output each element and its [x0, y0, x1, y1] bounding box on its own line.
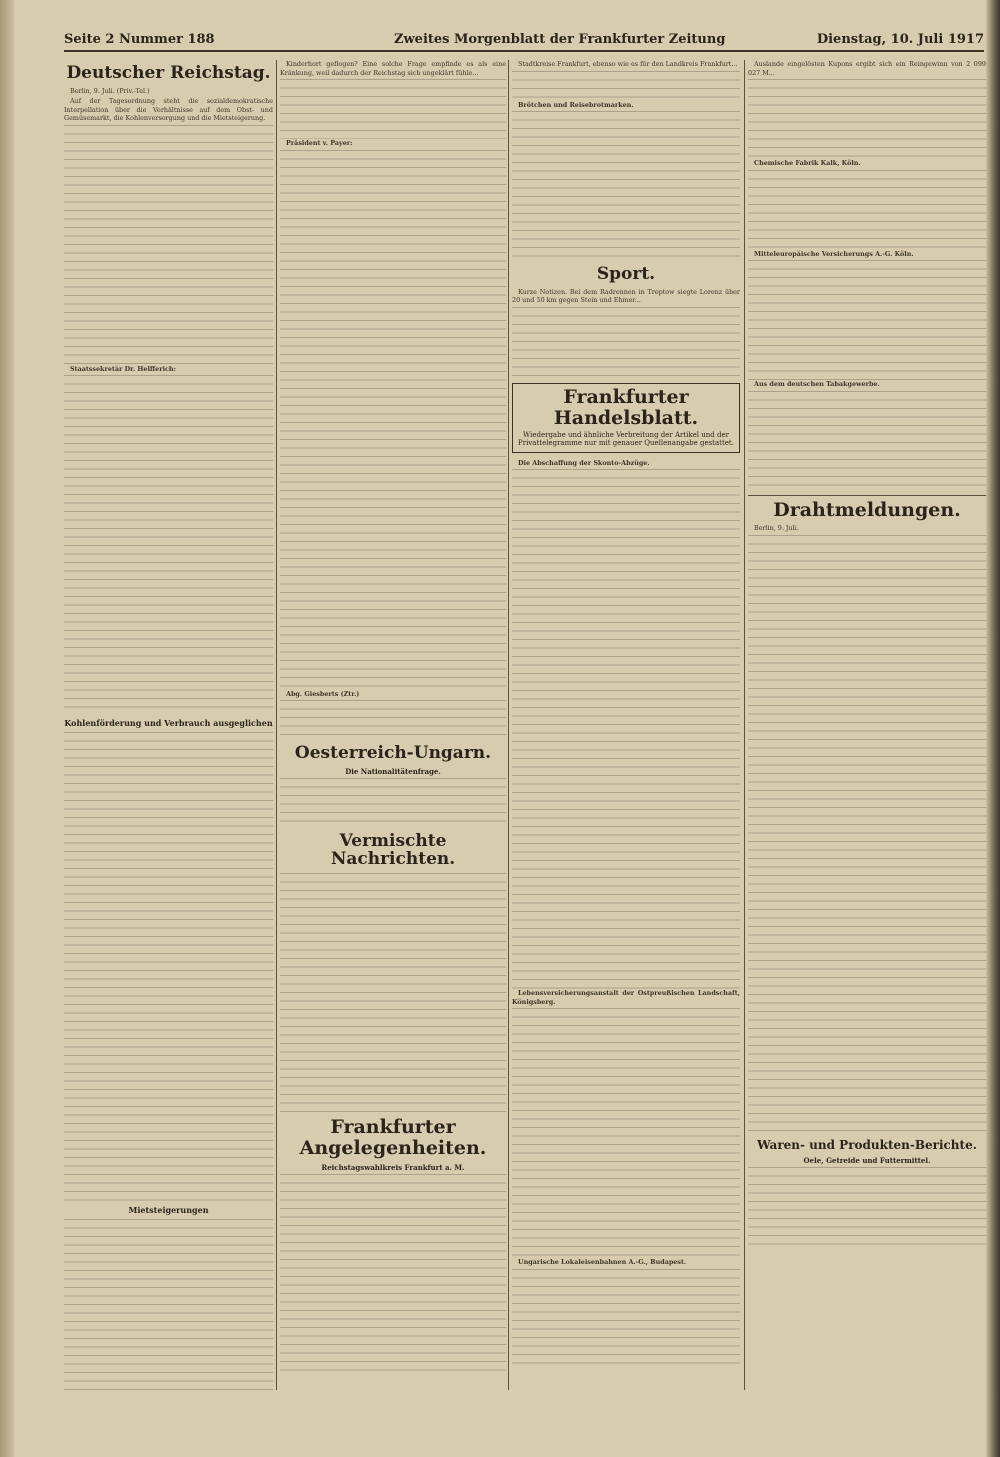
text-block [748, 1167, 986, 1247]
text-block [748, 170, 986, 250]
column-rule [744, 60, 745, 1390]
section-heading: Mitteleuropäische Versicherungs A.-G. Köln. [754, 249, 914, 258]
article-heading: Vermischte Nachrichten. [330, 830, 456, 870]
text-block [512, 71, 740, 101]
section-heading: Staatssekretär Dr. Helfferich: [70, 364, 176, 373]
article-heading: Frankfurter Angelegenheiten. [299, 1116, 487, 1160]
section-heading: Präsident v. Payer: [286, 139, 353, 148]
section-heading: Ungarische Lokaleisenbahnen A.-G., Budapest. [518, 1258, 687, 1267]
article-heading: Deutscher Reichstag. [66, 63, 271, 83]
text-block [748, 535, 986, 1135]
page-binding [0, 0, 14, 1457]
banner-title: Frankfurter Handelsblatt. [553, 385, 699, 429]
section-heading: Brötchen und Reisebrotmarken. [518, 100, 634, 109]
text-block [280, 700, 506, 740]
text-block [64, 125, 273, 365]
text-block [748, 260, 986, 380]
column-rule [276, 60, 277, 1390]
text-block [748, 391, 986, 491]
text-block [512, 1269, 740, 1369]
article-text: Kinderhort geflogen? Eine solche Frage empfinde es als eine Kränkung, weil dadurch der Reichstag sich ungeklärt fühle... [280, 60, 506, 77]
page-number: Seite 2 Nummer 188 [64, 32, 215, 47]
text-block [512, 111, 740, 261]
section-heading: Waren- und Produkten-Berichte. [757, 1137, 977, 1152]
section-banner [512, 383, 740, 453]
article-text: Kurze Notizen. Bei dem Radrennen in Treptow siegte Lorenz über 20 und 50 km gegen Stein und Ehmer... [512, 287, 740, 305]
section-heading: Aus dem deutschen Tabakgewerbe. [754, 380, 880, 389]
section-subheading: Oele, Getreide und Futtermittel. [803, 1156, 931, 1166]
text-block [64, 732, 273, 1202]
issue-date: Dienstag, 10. Juli 1917 [816, 32, 984, 47]
page-edge [986, 0, 1000, 1457]
section-heading: Mietsteigerungen [128, 1205, 209, 1216]
dateline: Berlin, 9. Juli. (Priv.-Tel.) [70, 86, 150, 95]
text-block [512, 1008, 740, 1258]
column-3 [512, 60, 740, 1390]
text-block [280, 79, 506, 139]
article-text: Stadtkreise Frankfurt, ebenso wie es für den Landkreis Frankfurt... [518, 60, 738, 68]
text-block [280, 150, 506, 690]
column-1 [64, 60, 273, 1390]
divider [748, 495, 986, 496]
article-heading: Sport. [596, 264, 656, 285]
section-heading: Chemische Fabrik Kalk, Köln. [754, 159, 861, 168]
article-heading: Oesterreich-Ungarn. [294, 743, 492, 764]
paper-title: Zweites Morgenblatt der Frankfurter Zeitung [394, 32, 726, 47]
article-subheading: Reichstagswahlkreis Frankfurt a. M. [321, 1162, 465, 1172]
column-4 [748, 60, 986, 1390]
section-heading: Lebensversicherungsanstalt der Ostpreußischen Landschaft, Königsberg. [512, 989, 740, 1006]
text-block [512, 307, 740, 377]
article-text: Auf der Tagesordnung steht die sozialdemokratische Interpellation über die Verhältnisse auf dem Obst- und Gemüsemarkt, die Kohlenversorgung und die Mietsteigerung. [64, 97, 273, 123]
column-2 [280, 60, 506, 1390]
column-rule [508, 60, 509, 1390]
section-heading: Die Abschaffung der Skonto-Abzüge. [518, 458, 650, 467]
section-heading: Abg. Giesberts (Ztr.) [286, 689, 360, 698]
masthead [64, 30, 984, 52]
text-block [64, 1219, 273, 1390]
article-heading: Drahtmeldungen. [773, 498, 961, 521]
text-block [748, 79, 986, 159]
text-block [280, 873, 506, 1113]
article-text: Auslande eingelösten Kupons ergibt sich ein Reingewinn von 2 099 027 M... [748, 60, 986, 77]
text-block [280, 1174, 506, 1374]
section-heading: Kohlenförderung und Verbrauch ausgeglichen [64, 718, 273, 729]
article-subheading: Die Nationalitätenfrage. [345, 766, 441, 776]
text-block [512, 469, 740, 989]
dateline: Berlin, 9. Juli. [754, 524, 799, 533]
text-block [280, 778, 506, 828]
text-block [64, 375, 273, 715]
banner-subtitle: Wiedergabe und ähnliche Verbreitung der Artikel und der Privattelegramme nur mit genauer Quellenangabe gestattet. [518, 430, 734, 447]
